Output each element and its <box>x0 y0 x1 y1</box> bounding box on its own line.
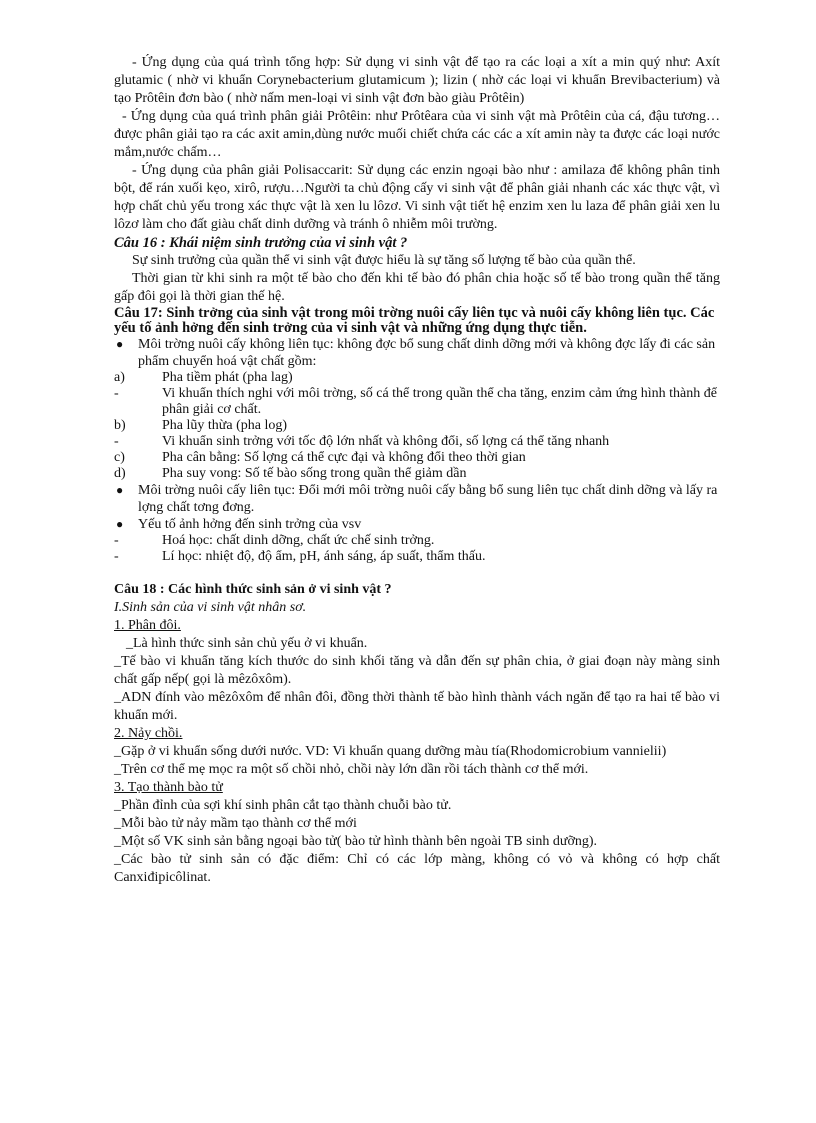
section-3-title <box>114 779 720 797</box>
section-1-paragraph-2: _Tế bào vi khuẩn tăng kích thước do sinh khối tăng và dẫn đến sự phân chia, ở giai đoạn này màng sinh chất gấp nếp( gọi là mêzôxôm). <box>114 654 720 687</box>
list-item <box>114 466 720 482</box>
paragraph-polysaccharide-breakdown: - Ứng dụng của phân giải Polisaccarit: Sử dụng các enzin ngoại bào như : amilaza để không phân tinh bột, để rán xuối kẹo, xirô, rượu…Người ta chủ động cấy vi sinh vật để phân giải nhanh các xác thực vật, vì hợp chất chủ yếu trong xác thực vật là xen lu lôzơ. Vi sinh vật tiết hệ enzim xen lu laza để phân giải xen lu lôzơ làm cho đất giàu chất dinh dưỡng và tránh ô nhiễm môi trường. <box>114 163 720 232</box>
paragraph-protein-breakdown: - Ứng dụng của quá trình phân giải Prôtêin: như Prôtêara của vi sinh vật mà Prôtêin của cá, đậu tương…được phân giải tạo ra các axit amin,dùng nước muối chiết chứa các các a xít amin này ta được các loại nước mắm,nước chấm… <box>114 109 720 160</box>
paragraph-synthesis-application: - Ứng dụng của quá trình tổng hợp: Sử dụng vi sinh vật để tạo ra các loại a xít a min quý như: Axít glutamic ( nhờ vi khuẩn Corynebacterium glutamicum ); lizin ( nhờ các loại vi khuẩn Brevibacterium) và tạo Prôtêin đơn bào ( nhờ nấm men-loại vi sinh vật đơn bào giàu Prôtêin) <box>114 55 720 106</box>
list-item <box>114 386 720 418</box>
document-page <box>114 54 720 887</box>
bullet-icon: ● <box>116 483 124 497</box>
list-item <box>114 434 720 450</box>
list-item <box>114 418 720 434</box>
bullet-growth-factors <box>114 516 720 533</box>
list-item <box>114 549 720 565</box>
list-marker: d) <box>114 466 126 481</box>
bullet-icon: ● <box>116 517 124 531</box>
list-item <box>114 450 720 466</box>
list-text: Pha suy vong: Số tế bào sống trong quần thể giảm dần <box>162 466 467 481</box>
list-text: Vi khuẩn sinh trởng với tốc độ lớn nhất và không đổi, số lợng cá thể tăng nhanh <box>162 434 610 449</box>
section-2-paragraph-1: _Gặp ở vi khuẩn sống dưới nước. VD: Vi khuẩn quang dưỡng màu tía(Rhodomicrobium vannielii) <box>114 744 667 759</box>
list-text: Pha lũy thừa (pha log) <box>162 418 288 433</box>
section-3-paragraph-1: _Phần đỉnh của sợi khí sinh phân cắt tạo thành chuỗi bào tử. <box>114 798 452 813</box>
bullet-icon: ● <box>116 337 124 351</box>
list-item <box>114 533 720 549</box>
list-marker: - <box>114 434 119 449</box>
list-item <box>114 370 720 386</box>
list-marker: - <box>114 386 119 401</box>
list-text: Vi khuẩn thích nghi với môi trờng, số cá thể trong quần thể cha tăng, enzim cảm ứng hình thành để phân giải cơ chất. <box>162 386 717 417</box>
section-3-paragraph-3: _Một số VK sinh sản bằng ngoại bào tử( bào tử hình thành bên ngoài TB sinh dưỡng). <box>114 834 598 849</box>
section-1-title <box>114 617 720 635</box>
section-3-paragraph-2: _Mỗi bào tử nảy mầm tạo thành cơ thể mới <box>114 816 357 831</box>
section-3-paragraph-4: _Các bào tử sinh sản có đặc điểm: Chỉ có các lớp màng, không có vỏ và không có hợp chất Canxiđipicôlinat. <box>114 852 720 885</box>
question-18-title: Câu 18 : Các hình thức sinh sản ở vi sinh vật ? <box>114 582 392 597</box>
section-1-paragraph-1: _Là hình thức sinh sản chủ yếu ở vi khuẩn. <box>126 636 368 651</box>
list-marker: a) <box>114 370 125 385</box>
list-text: Hoá học: chất dinh dỡng, chất ức chế sinh trởng. <box>162 533 435 548</box>
section-2-title <box>114 725 720 743</box>
list-marker: - <box>114 549 119 564</box>
bullet-text: Môi trờng nuôi cấy không liên tục: không đợc bổ sung chất dinh dỡng mới và không đợc lấy đi các sản phẩm chuyển hoá vật chất gồm: <box>138 337 716 369</box>
list-text: Lí học: nhiệt độ, độ ẩm, pH, ánh sáng, áp suất, thẩm thấu. <box>162 549 486 564</box>
bullet-text: Yếu tố ảnh hởng đến sinh trởng của vsv <box>138 517 362 532</box>
question-18-subtitle: I.Sinh sản của vi sinh vật nhân sơ. <box>114 600 307 615</box>
question-17-title: Câu 17: Sinh trởng của sinh vật trong môi trờng nuôi cấy liên tục và nuôi cấy không liên tục. Các yếu tố ảnh hởng đến sinh trởng của vi sinh vật và những ứng dụng thực tiễn. <box>114 305 715 336</box>
list-marker: b) <box>114 418 126 433</box>
bullet-batch-culture <box>114 336 720 370</box>
question-16-title: Câu 16 : Khái niệm sinh trưởng của vi sinh vật ? <box>114 235 408 251</box>
section-1-paragraph-3: _ADN đính vào mêzôxôm để nhân đôi, đồng thời thành tế bào hình thành vách ngăn để tạo ra hai tế bào vi khuẩn mới. <box>114 690 720 723</box>
list-marker: - <box>114 533 119 548</box>
list-text: Pha tiềm phát (pha lag) <box>162 370 293 385</box>
question-16-paragraph-1: Sự sinh trưởng của quần thể vi sinh vật được hiểu là sự tăng số lượng tế bào của quần thể. <box>132 253 636 268</box>
list-text: Pha cân bằng: Số lợng cá thể cực đại và không đổi theo thời gian <box>162 450 526 465</box>
question-16-paragraph-2: Thời gian từ khi sinh ra một tế bào cho đến khi tế bào đó phân chia hoặc số tế bào trong quần thể tăng gấp đôi gọi là thời gian thế hệ. <box>114 271 720 304</box>
list-marker: c) <box>114 450 125 465</box>
bullet-continuous-culture <box>114 482 720 516</box>
bullet-text: Môi trờng nuôi cấy liên tục: Đổi mới môi trờng nuôi cấy bằng bổ sung liên tục chất dinh dỡng và lấy ra lợng chất tơng đơng. <box>138 483 718 515</box>
section-1-title-text: 1. Phân đôi. <box>114 618 181 633</box>
section-2-paragraph-2: _Trên cơ thể mẹ mọc ra một số chồi nhỏ, chồi này lớn dần rồi tách thành cơ thể mới. <box>114 762 589 777</box>
section-2-title-text: 2. Nảy chồi. <box>114 726 183 741</box>
section-3-title-text: 3. Tạo thành bào tử <box>114 780 223 795</box>
